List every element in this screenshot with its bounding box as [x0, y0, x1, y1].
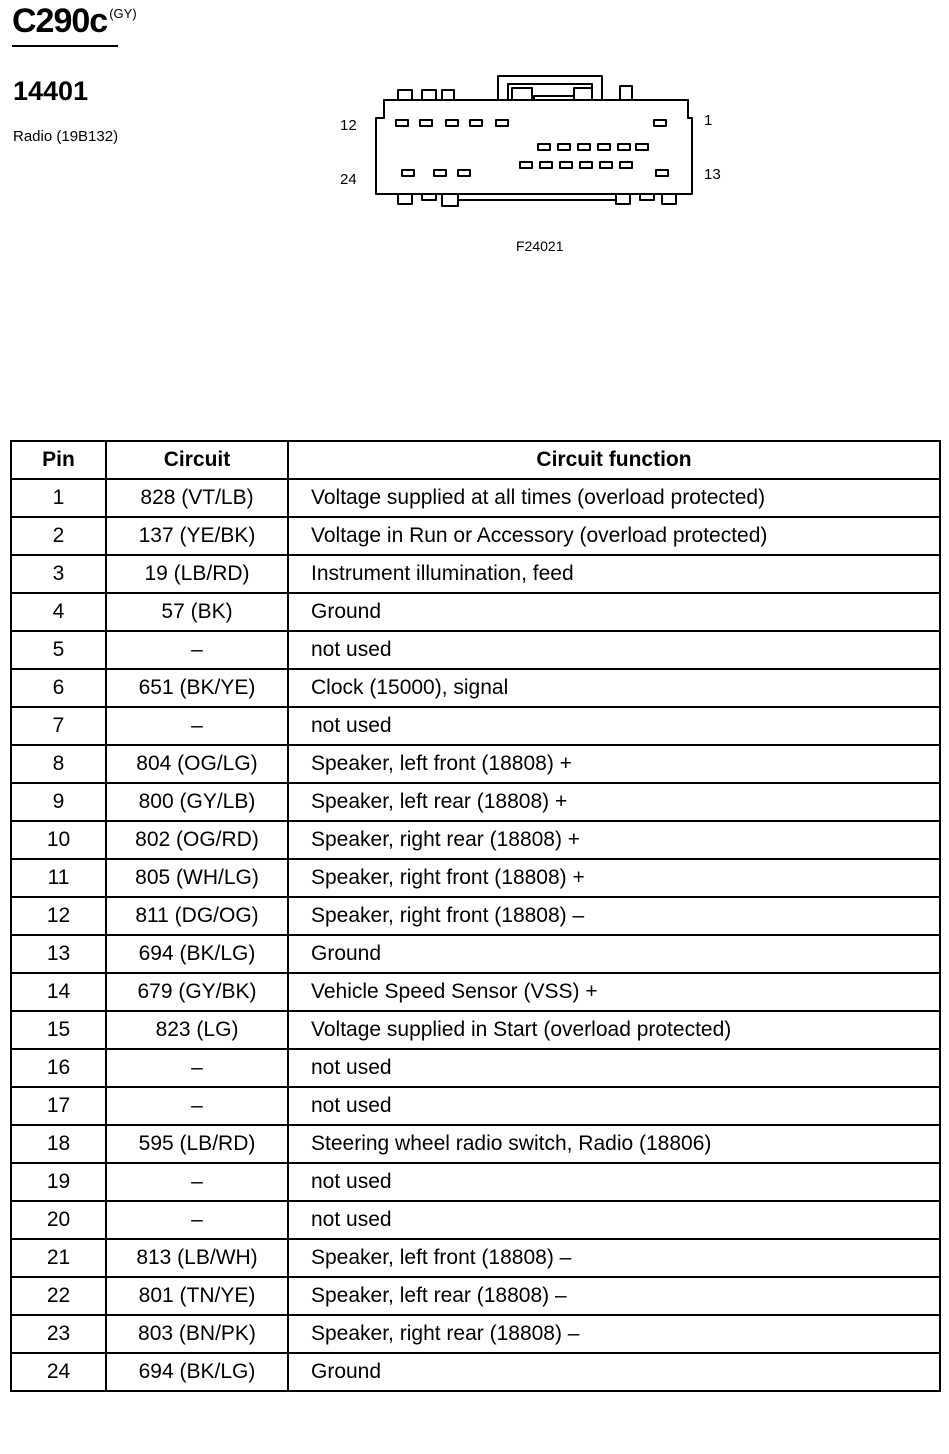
- function-cell: Ground: [288, 593, 940, 631]
- function-cell: Vehicle Speed Sensor (VSS) +: [288, 973, 940, 1011]
- function-cell: Instrument illumination, feed: [288, 555, 940, 593]
- pin-cell: 13: [11, 935, 106, 973]
- component-name: Radio (19B132): [13, 128, 119, 145]
- figure-code: F24021: [516, 238, 564, 254]
- function-cell: not used: [288, 631, 940, 669]
- circuit-cell: 137 (YE/BK): [106, 517, 288, 555]
- circuit-cell: 828 (VT/LB): [106, 479, 288, 517]
- table-row: [11, 973, 940, 1011]
- function-cell: Speaker, left front (18808) –: [288, 1239, 940, 1277]
- circuit-cell: 57 (BK): [106, 593, 288, 631]
- circuit-cell: –: [106, 1049, 288, 1087]
- pin-cell: 5: [11, 631, 106, 669]
- circuit-cell: 802 (OG/RD): [106, 821, 288, 859]
- pin-cell: 3: [11, 555, 106, 593]
- circuit-cell: –: [106, 1163, 288, 1201]
- function-cell: Speaker, right rear (18808) +: [288, 821, 940, 859]
- pin-cell: 10: [11, 821, 106, 859]
- pin-label-24: 24: [340, 171, 357, 188]
- table-row: [11, 669, 940, 707]
- function-cell: Clock (15000), signal: [288, 669, 940, 707]
- table-row: [11, 1201, 940, 1239]
- pinout-table: [10, 440, 941, 1392]
- function-cell: Voltage supplied in Start (overload protected): [288, 1011, 940, 1049]
- header-circuit: Circuit: [106, 441, 288, 479]
- table-row: [11, 555, 940, 593]
- pin-label-13: 13: [704, 166, 721, 183]
- table-row: [11, 707, 940, 745]
- circuit-cell: –: [106, 707, 288, 745]
- function-cell: Speaker, left rear (18808) +: [288, 783, 940, 821]
- table-row: [11, 1087, 940, 1125]
- pin-cell: 24: [11, 1353, 106, 1391]
- circuit-cell: 679 (GY/BK): [106, 973, 288, 1011]
- pin-cell: 21: [11, 1239, 106, 1277]
- pin-cell: 18: [11, 1125, 106, 1163]
- circuit-cell: –: [106, 1201, 288, 1239]
- pin-cell: 12: [11, 897, 106, 935]
- function-cell: not used: [288, 1087, 940, 1125]
- pin-cell: 22: [11, 1277, 106, 1315]
- pin-label-12: 12: [340, 117, 357, 134]
- pin-cell: 23: [11, 1315, 106, 1353]
- connector-title: [12, 2, 137, 41]
- circuit-cell: 823 (LG): [106, 1011, 288, 1049]
- header-pin: Pin: [11, 441, 106, 479]
- pin-cell: 1: [11, 479, 106, 517]
- pin-cell: 16: [11, 1049, 106, 1087]
- table-row: [11, 1353, 940, 1391]
- connector-color: (GY): [109, 6, 137, 21]
- table-row: [11, 1011, 940, 1049]
- function-cell: not used: [288, 1201, 940, 1239]
- table-row: [11, 859, 940, 897]
- function-cell: not used: [288, 1163, 940, 1201]
- circuit-cell: 694 (BK/LG): [106, 1353, 288, 1391]
- pin-cell: 9: [11, 783, 106, 821]
- function-cell: not used: [288, 707, 940, 745]
- table-row: [11, 479, 940, 517]
- pin-cell: 20: [11, 1201, 106, 1239]
- function-cell: Ground: [288, 935, 940, 973]
- pin-cell: 6: [11, 669, 106, 707]
- part-number: 14401: [13, 76, 89, 106]
- circuit-cell: 19 (LB/RD): [106, 555, 288, 593]
- function-cell: Speaker, right front (18808) +: [288, 859, 940, 897]
- title-underline: [12, 45, 118, 47]
- pin-cell: 4: [11, 593, 106, 631]
- table-row: [11, 1163, 940, 1201]
- pin-cell: 11: [11, 859, 106, 897]
- circuit-cell: 651 (BK/YE): [106, 669, 288, 707]
- circuit-cell: 803 (BN/PK): [106, 1315, 288, 1353]
- pin-cell: 19: [11, 1163, 106, 1201]
- table-row: [11, 1125, 940, 1163]
- function-cell: Speaker, right rear (18808) –: [288, 1315, 940, 1353]
- table-header-row: [11, 441, 940, 479]
- function-cell: Speaker, left front (18808) +: [288, 745, 940, 783]
- table-row: [11, 1315, 940, 1353]
- table-row: [11, 1277, 940, 1315]
- connector-diagram: [330, 66, 740, 266]
- table-row: [11, 517, 940, 555]
- table-row: [11, 1239, 940, 1277]
- table-row: [11, 783, 940, 821]
- header-circuit-function: Circuit function: [288, 441, 940, 479]
- function-cell: Steering wheel radio switch, Radio (18806): [288, 1125, 940, 1163]
- pin-cell: 14: [11, 973, 106, 1011]
- circuit-cell: 811 (DG/OG): [106, 897, 288, 935]
- function-cell: Voltage in Run or Accessory (overload protected): [288, 517, 940, 555]
- circuit-cell: 694 (BK/LG): [106, 935, 288, 973]
- table-row: [11, 745, 940, 783]
- circuit-cell: 801 (TN/YE): [106, 1277, 288, 1315]
- function-cell: Voltage supplied at all times (overload protected): [288, 479, 940, 517]
- table-row: [11, 1049, 940, 1087]
- function-cell: not used: [288, 1049, 940, 1087]
- function-cell: Speaker, left rear (18808) –: [288, 1277, 940, 1315]
- circuit-cell: –: [106, 1087, 288, 1125]
- pin-cell: 7: [11, 707, 106, 745]
- connector-face-drawing: [330, 66, 740, 266]
- circuit-cell: –: [106, 631, 288, 669]
- pin-cell: 2: [11, 517, 106, 555]
- circuit-cell: 595 (LB/RD): [106, 1125, 288, 1163]
- function-cell: Speaker, right front (18808) –: [288, 897, 940, 935]
- function-cell: Ground: [288, 1353, 940, 1391]
- circuit-cell: 800 (GY/LB): [106, 783, 288, 821]
- circuit-cell: 813 (LB/WH): [106, 1239, 288, 1277]
- pin-cell: 15: [11, 1011, 106, 1049]
- table-row: [11, 593, 940, 631]
- pin-cell: 17: [11, 1087, 106, 1125]
- pin-label-1: 1: [704, 112, 713, 129]
- table-row: [11, 897, 940, 935]
- table-row: [11, 935, 940, 973]
- pin-cell: 8: [11, 745, 106, 783]
- circuit-cell: 804 (OG/LG): [106, 745, 288, 783]
- connector-id: C290c: [12, 2, 108, 40]
- table-row: [11, 821, 940, 859]
- circuit-cell: 805 (WH/LG): [106, 859, 288, 897]
- table-row: [11, 631, 940, 669]
